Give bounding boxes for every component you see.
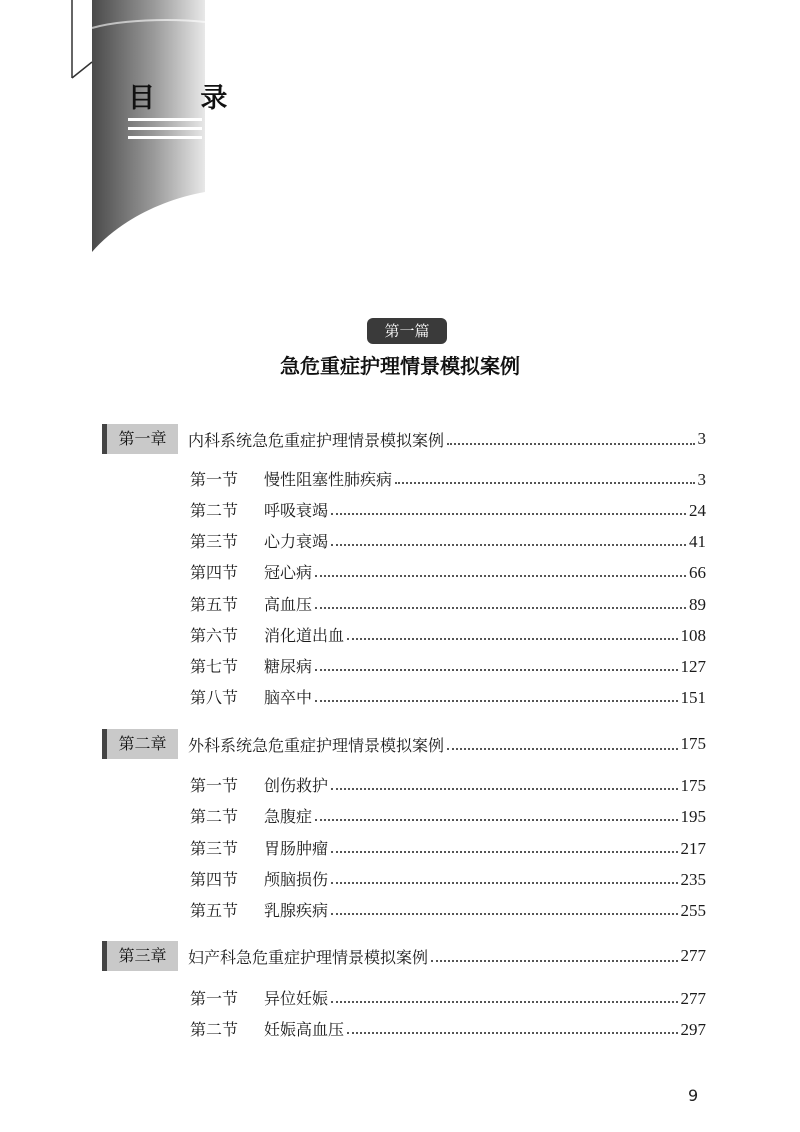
section-number: 第二节: [190, 807, 239, 826]
dot-leader: [331, 1001, 677, 1003]
section-number: 第三节: [190, 532, 239, 551]
section-title: 糖尿病: [264, 657, 313, 676]
title-decoration-lines: [128, 118, 202, 145]
page-number: 108: [680, 626, 706, 645]
dot-leader: [315, 575, 686, 577]
section-title: 消化道出血: [264, 626, 345, 645]
section-title: 颅脑损伤: [264, 870, 329, 889]
section-title: 高血压: [264, 595, 313, 614]
page-number: 127: [680, 657, 706, 676]
section-number: 第一节: [190, 989, 239, 1008]
section-number: 第五节: [190, 595, 239, 614]
toc-section[interactable]: [190, 467, 706, 489]
chapter-title: 外科系统急危重症护理情景模拟案例: [188, 735, 445, 755]
section-title: 胃肠肿瘤: [264, 839, 329, 858]
toc-section[interactable]: [190, 529, 706, 551]
chapter-title: 内科系统急危重症护理情景模拟案例: [188, 430, 445, 450]
section-title: 心力衰竭: [264, 532, 329, 551]
page-number: 175: [680, 776, 706, 795]
section-number: 第八节: [190, 688, 239, 707]
toc-chapter-2[interactable]: [102, 729, 706, 759]
toc-chapter-1[interactable]: [102, 424, 706, 454]
page-number: 3: [697, 470, 706, 489]
toc-section[interactable]: [190, 623, 706, 645]
section-title: 异位妊娠: [264, 989, 329, 1008]
section-number: 第一节: [190, 470, 239, 489]
toc-section[interactable]: [190, 592, 706, 614]
page-number: 255: [680, 901, 706, 920]
toc-chapter-3[interactable]: [102, 941, 706, 971]
page-number: 151: [680, 688, 706, 707]
section-number: 第一节: [190, 776, 239, 795]
part-badge: 第一篇: [367, 318, 447, 344]
section-title: 乳腺疾病: [264, 901, 329, 920]
section-number: 第三节: [190, 839, 239, 858]
dot-leader: [331, 513, 686, 515]
section-number: 第六节: [190, 626, 239, 645]
dot-leader: [447, 443, 694, 445]
dot-leader: [315, 700, 677, 702]
toc-section[interactable]: [190, 804, 706, 826]
page-number: 217: [680, 839, 706, 858]
dot-leader: [331, 851, 677, 853]
dot-leader: [395, 482, 694, 484]
page-number: 24: [689, 501, 706, 520]
chapter-label: 第一章: [102, 424, 178, 454]
section-title: 创伤救护: [264, 776, 329, 795]
toc-section[interactable]: [190, 1017, 706, 1039]
toc-section[interactable]: [190, 898, 706, 920]
dot-leader: [315, 819, 677, 821]
page-title: 目 录: [128, 83, 246, 114]
section-title: 急腹症: [264, 807, 313, 826]
section-title: 呼吸衰竭: [264, 501, 329, 520]
toc-section[interactable]: [190, 498, 706, 520]
dot-leader: [315, 607, 686, 609]
dot-leader: [315, 669, 677, 671]
section-number: 第七节: [190, 657, 239, 676]
section-title: 慢性阻塞性肺疾病: [264, 470, 393, 489]
toc-section[interactable]: [190, 560, 706, 582]
chapter-title: 妇产科急危重症护理情景模拟案例: [188, 947, 429, 967]
section-title: 妊娠高血压: [264, 1020, 345, 1039]
section-number: 第二节: [190, 1020, 239, 1039]
section-number: 第二节: [190, 501, 239, 520]
toc-section[interactable]: [190, 773, 706, 795]
dot-leader: [431, 960, 677, 962]
dot-leader: [447, 748, 677, 750]
section-number: 第四节: [190, 563, 239, 582]
toc-section[interactable]: [190, 986, 706, 1008]
page-number: 3: [697, 429, 706, 448]
page-number: 235: [680, 870, 706, 889]
dot-leader: [331, 544, 686, 546]
toc-section[interactable]: [190, 867, 706, 889]
chapter-label: 第二章: [102, 729, 178, 759]
section-title: 冠心病: [264, 563, 313, 582]
toc-section[interactable]: [190, 836, 706, 858]
dot-leader: [347, 1032, 677, 1034]
page-number: 297: [680, 1020, 706, 1039]
dot-leader: [347, 638, 677, 640]
dot-leader: [331, 882, 677, 884]
page-number: 41: [689, 532, 706, 551]
page-number: 277: [680, 989, 706, 1008]
page-number: 66: [689, 563, 706, 582]
section-title: 脑卒中: [264, 688, 313, 707]
page-folio: 9: [688, 1086, 699, 1105]
page-number: 195: [680, 807, 706, 826]
section-number: 第四节: [190, 870, 239, 889]
toc-section[interactable]: [190, 654, 706, 676]
page-number: 175: [680, 734, 706, 753]
part-title: 急危重症护理情景模拟案例: [280, 354, 520, 378]
chapter-label: 第三章: [102, 941, 178, 971]
toc-section[interactable]: [190, 685, 706, 707]
dot-leader: [331, 788, 677, 790]
dot-leader: [331, 913, 677, 915]
page-number: 277: [680, 946, 706, 965]
page-number: 89: [689, 595, 706, 614]
section-number: 第五节: [190, 901, 239, 920]
